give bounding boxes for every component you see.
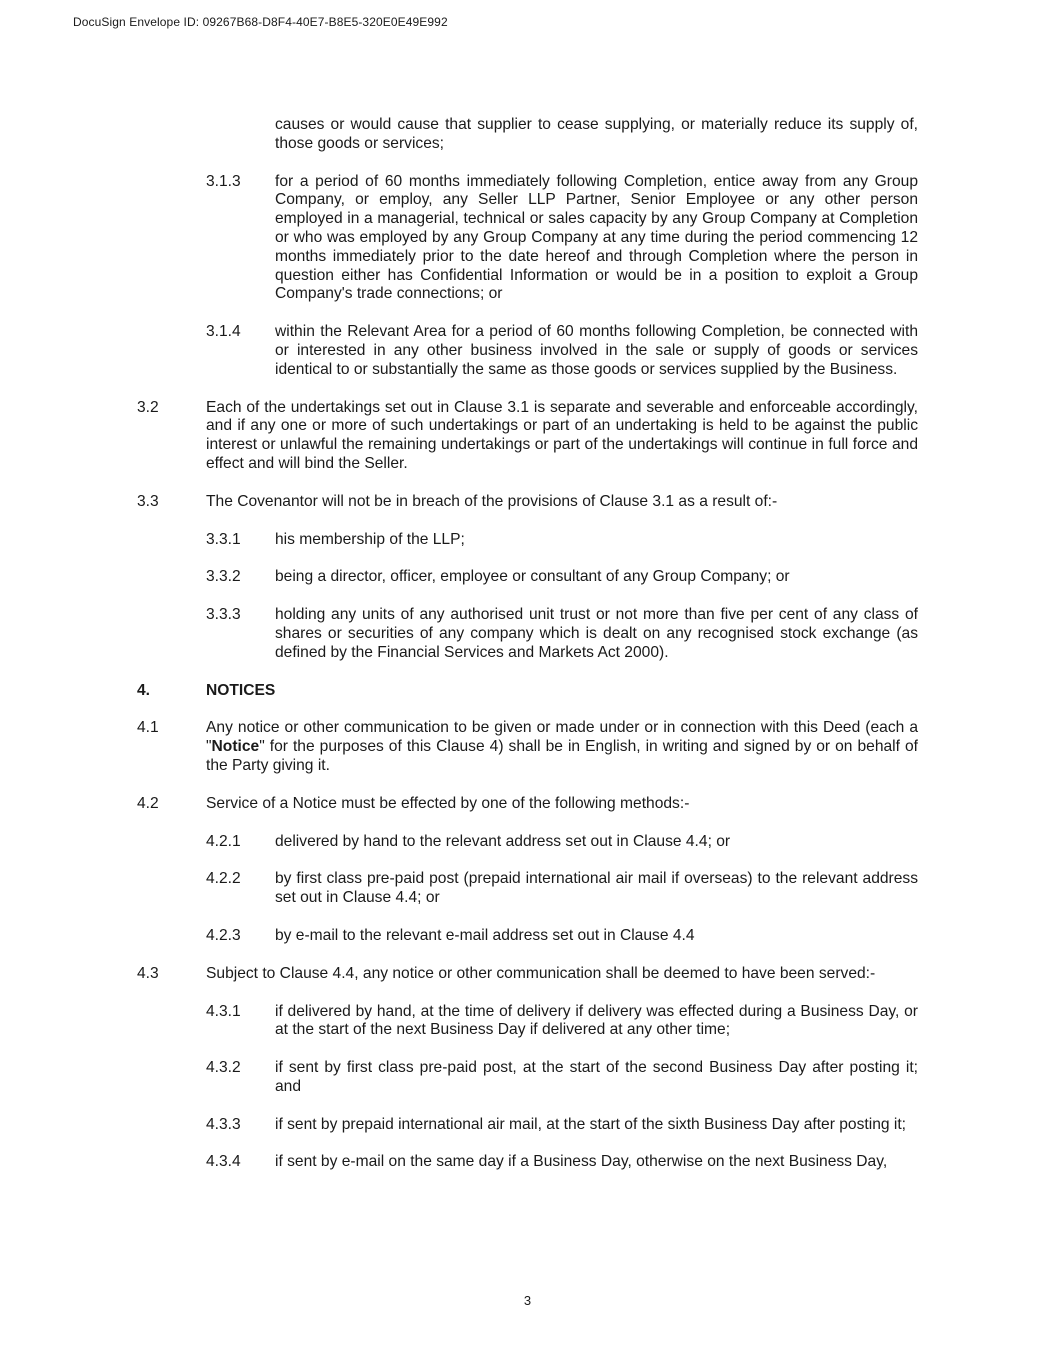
clause-number: 3.1.4 [206, 323, 241, 341]
clause-3-3 [0, 493, 1055, 512]
clause-3-2 [0, 399, 1055, 474]
clause-text: by first class pre-paid post (prepaid international air mail if overseas) to the relevant address set out in Clause 4.4; or [275, 870, 918, 907]
clause-number: 4.2.2 [206, 870, 241, 888]
clause-text: Service of a Notice must be effected by one of the following methods:- [206, 794, 690, 812]
clause-text: for a period of 60 months immediately following Completion, entice away from any Group Company, or employ, any Seller LLP Partner, Senior Employee or any other person employed in a managerial, technical or sales capacity by any Group Company at Completion or who was employed by any Group Company at any time during the period commencing 12 months immediately prior to the date hereof and through Completion where the person in question either has Confidential Information or would be in a position to exploit a Group Company's trade connections; or [275, 172, 918, 303]
clause-text: causes or would cause that supplier to cease supplying, or materially reduce its supply of, those goods or services; [275, 116, 918, 152]
clause-3-3-1 [0, 531, 1055, 550]
clause-text: holding any units of any authorised unit trust or not more than five per cent of any class of shares or securities of any company which is dealt on any recognised stock exchange (as defined by the Financial Services and Markets Act 2000). [275, 606, 918, 661]
clause-text: if sent by prepaid international air mail, at the start of the sixth Business Day after posting it; [275, 1115, 906, 1133]
clause-number: 4.3.2 [206, 1059, 241, 1077]
clause-number: 3.2 [137, 398, 159, 416]
clause-text: if sent by first class pre-paid post, at the start of the second Business Day after posting it; and [275, 1059, 918, 1095]
clause-number: 3.3.3 [206, 606, 241, 624]
docusign-envelope-id: DocuSign Envelope ID: 09267B68-D8F4-40E7-B8E5-320E0E49E992 [73, 15, 448, 29]
clause-text [206, 719, 918, 775]
clause-number: 4.3.1 [206, 1002, 241, 1020]
clause-4-3 [0, 965, 1055, 984]
clause-number: 3.3 [137, 492, 159, 510]
clause-text: if delivered by hand, at the time of delivery if delivery was effected during a Business Day, or at the start of the next Business Day if delivered at any other time; [275, 1002, 918, 1039]
clause-4-3-2 [0, 1059, 1055, 1097]
clause-text: his membership of the LLP; [275, 530, 465, 548]
clause-4-2-3 [0, 927, 1055, 946]
clause-4-2-2 [0, 870, 1055, 908]
defined-term: Notice [211, 738, 260, 756]
clause-4-2 [0, 795, 1055, 814]
section-heading-notices [0, 682, 1055, 701]
clause-number: 3.1.3 [206, 172, 241, 190]
clause-4-3-1 [0, 1003, 1055, 1041]
clause-number: 4.2 [137, 794, 159, 812]
clause-text: Each of the undertakings set out in Clause 3.1 is separate and severable and enforceable accordingly, and if any one or more of such undertakings or part of an undertaking is held to be against the public interest or unlawful the remaining undertakings or part of the undertakings will continue in full force and effect and will bind the Seller. [206, 398, 918, 472]
clause-number: 4.3.4 [206, 1153, 241, 1171]
clause-3-3-2 [0, 568, 1055, 587]
clause-number: 4.2.3 [206, 926, 241, 944]
clause-4-3-4 [0, 1153, 1055, 1172]
page-number: 3 [523, 1293, 532, 1308]
clause-text: Subject to Clause 4.4, any notice or other communication shall be deemed to have been served:- [206, 964, 876, 982]
clause-text-part: Any notice or other communication to be given or made under or in connection with this Deed (each a " [206, 719, 918, 756]
clause-4-3-3 [0, 1116, 1055, 1135]
clause-text: if sent by e-mail on the same day if a Business Day, otherwise on the next Business Day, [275, 1153, 888, 1171]
clause-number: 4.3.3 [206, 1115, 241, 1133]
clause-text: The Covenantor will not be in breach of the provisions of Clause 3.1 as a result of:- [206, 492, 778, 510]
clause-text: being a director, officer, employee or consultant of any Group Company; or [275, 568, 790, 586]
clause-number: 4.1 [137, 719, 159, 737]
clause-3-3-3 [0, 606, 1055, 662]
clause-text: within the Relevant Area for a period of 60 months following Completion, be connected with or interested in any other business involved in the sale or supply of goods or services identical to or substantially the same as those goods or services supplied by the Business. [275, 323, 918, 378]
clause-number: 4.2.1 [206, 832, 241, 850]
clause-text: by e-mail to the relevant e-mail address set out in Clause 4.4 [275, 926, 695, 944]
section-number: 4. [137, 681, 151, 699]
clause-number: 3.3.2 [206, 568, 241, 586]
clause-3-1-4 [0, 323, 1055, 379]
document-body [0, 116, 1055, 1191]
clause-4-1 [0, 719, 1055, 775]
clause-continuation [0, 116, 1055, 154]
clause-text-part: " for the purposes of this Clause 4) shall be in English, in writing and signed by or on behalf of the Party giving it. [206, 738, 918, 774]
clause-text: delivered by hand to the relevant address set out in Clause 4.4; or [275, 832, 731, 850]
clause-4-2-1 [0, 833, 1055, 852]
clause-number: 3.3.1 [206, 530, 241, 548]
clause-number: 4.3 [137, 964, 159, 982]
clause-3-1-3 [0, 173, 1055, 305]
section-title: NOTICES [206, 681, 276, 699]
